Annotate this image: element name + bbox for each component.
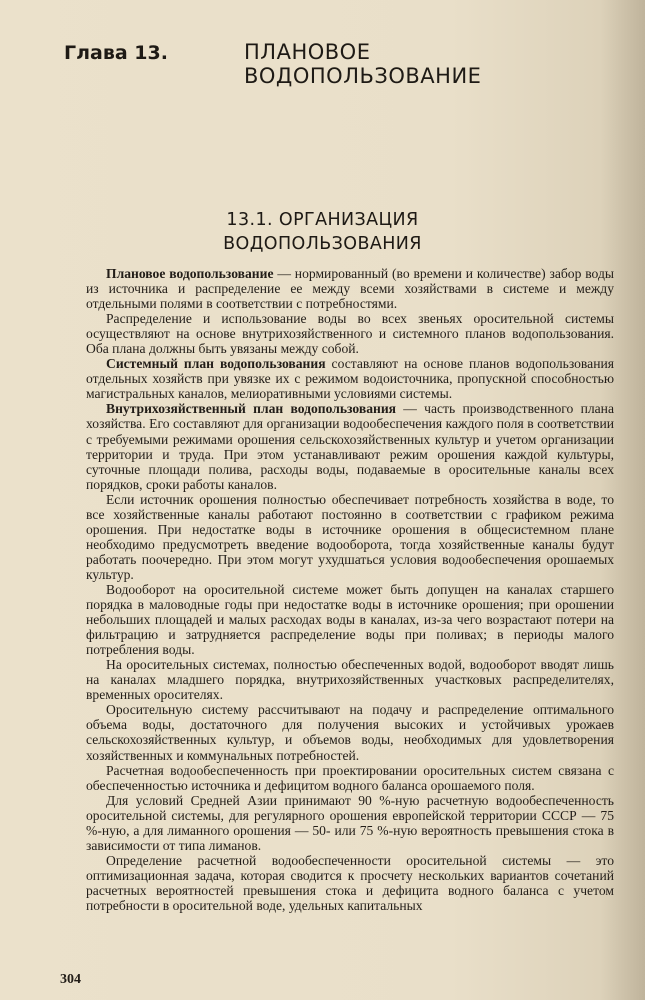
term: Внутрихозяйственный план водопользования xyxy=(106,401,397,417)
paragraph xyxy=(86,853,614,913)
paragraph xyxy=(86,266,614,311)
paragraph xyxy=(86,582,614,657)
section-heading-line-2: ВОДОПОЛЬЗОВАНИЯ xyxy=(223,234,422,254)
paragraph xyxy=(86,763,614,793)
term: Системный план водопользования xyxy=(106,356,326,372)
body-text xyxy=(86,266,614,913)
paragraph xyxy=(86,702,614,762)
paragraph-text: Распределение и использование воды во всех звеньях оросительной системы осуществляют на основе внутрихозяйственного и системного планов водопользования. Оба плана должны быть увязаны между собой. xyxy=(86,311,614,357)
paragraph-text: Оросительную систему рассчитывают на подачу и распределение оптимального объема воды, достаточного для получения высоких и устойчивых урожаев сельскохозяйственных культур, и объемов воды, необходимых для удовлетворения хозяйственных и коммунальных потребностей. xyxy=(86,702,614,763)
chapter-title: ПЛАНОВОЕ ВОДОПОЛЬЗОВАНИЕ xyxy=(244,40,482,88)
paragraph-text: Если источник орошения полностью обеспечивает потребность хозяйства в воде, то все хозяйственные каналы работают постоянно в соответствии с графиком режима орошения. При недостатке воды в источнике орошения в общесистемном плане необходимо предусмотреть введение водооборота, тогда хозяйственные каналы будут работать поочередно. При этом могут ухудшаться условия водообеспечения орошаемых культур. xyxy=(86,491,614,582)
paragraph-text: — нормированный (во времени и количестве) забор воды из источника и распределение ее между всеми хозяйствами в системе и между отдельными полями в соответствии с потребностями. xyxy=(86,266,614,312)
section-heading-line-1: 13.1. ОРГАНИЗАЦИЯ xyxy=(226,210,419,230)
paragraph-text: Расчетная водообеспеченность при проектировании оросительных систем связана с обеспеченностью источника и дефицитом водного баланса орошаемого поля. xyxy=(86,762,614,793)
paragraph-text: Определение расчетной водообеспеченности оросительной системы — это оптимизационная задача, которая сводится к просчету нескольких вариантов сочетаний расчетных вероятностей превышения стока и дефицита водного баланса с учетом потребности в оросительной воде, удельных капитальных xyxy=(86,852,614,913)
chapter-header xyxy=(64,40,604,88)
paragraph-text: Водооборот на оросительной системе может быть допущен на каналах старшего порядка в маловодные годы при недостатке воды в источнике орошения; при орошении небольших площадей и малых расходах воды в каналах, из-за чего возрастают потери на фильтрацию и затрудняется распределение воды при поливах; в периоды малого потребления воды. xyxy=(86,581,614,658)
paragraph xyxy=(86,401,614,491)
paragraph xyxy=(86,311,614,356)
paragraph xyxy=(86,492,614,582)
paragraph xyxy=(86,793,614,853)
paragraph-text: Для условий Средней Азии принимают 90 %-ную расчетную водообеспеченность оросительной системы, для регулярного орошения европейской территории СССР — 75 %-ную, а для лиманного орошения — 50- или 75 %-ную вероятность превышения стока в зависимости от типа лиманов. xyxy=(86,792,614,853)
section-heading xyxy=(0,208,645,256)
paragraph xyxy=(86,356,614,401)
chapter-label: Глава 13. xyxy=(64,42,168,64)
paragraph-text: составляют на основе планов водопользования отдельных хозяйств при увязке их с режимом водоисточника, пропускной способностью магистральных каналов, мелиоративными условиями системы. xyxy=(86,356,614,402)
paragraph-text: — часть производственного плана хозяйства. Его составляют для организации водообеспечения каждого поля в соответствии с требуемыми режимами орошения сельскохозяйственных культур и учетом организации территории и труда. При этом устанавливают режим орошения каждой культуры, суточные площади полива, расходы воды, подаваемые в оросительные каналы всех порядков, сроки работы каналов. xyxy=(86,401,614,492)
paragraph-text: На оросительных системах, полностью обеспеченных водой, водооборот вводят лишь на каналах младшего порядка, внутрихозяйственных участковых распределителях, временных оросителях. xyxy=(86,657,614,703)
page-number: 304 xyxy=(60,972,81,987)
term: Плановое водопользование xyxy=(106,266,274,281)
paragraph xyxy=(86,657,614,702)
